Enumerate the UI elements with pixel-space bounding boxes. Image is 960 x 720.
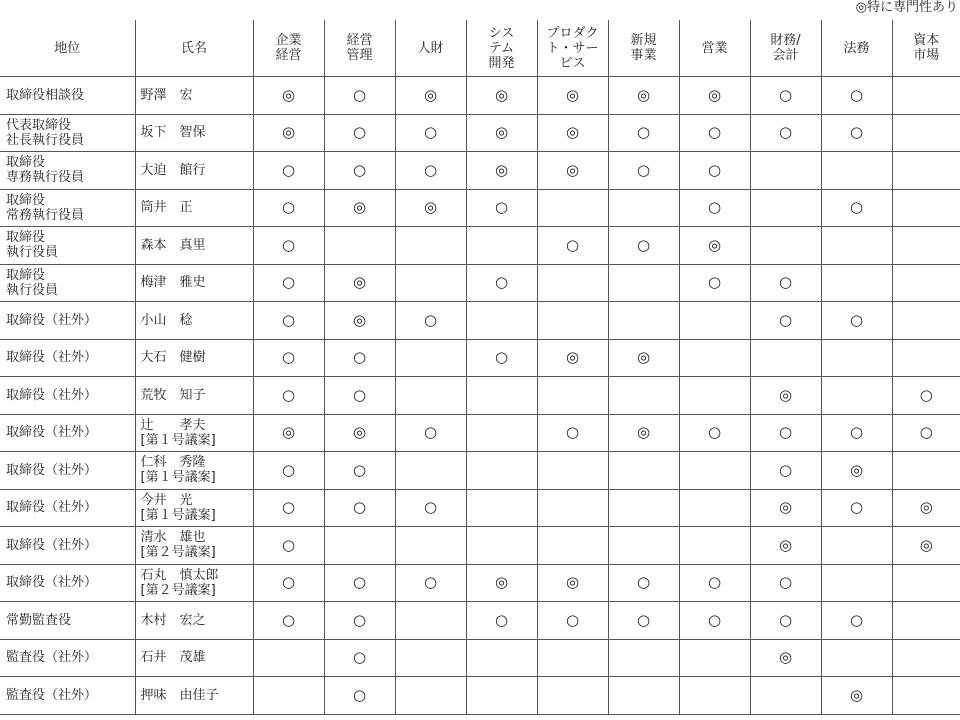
- position-text: 取締役 常務執行役員: [6, 192, 85, 223]
- skill-mark-cell: [608, 302, 679, 340]
- name-cell: [135, 264, 253, 302]
- position-text: 取締役（社外）: [6, 350, 98, 366]
- skill-mark-cell: ◎: [466, 564, 537, 602]
- skill-mark-cell: [821, 339, 892, 377]
- skill-mark-cell: ◎: [537, 77, 608, 115]
- position-cell: [0, 339, 135, 377]
- legend-note: ◎特に専門性あり: [855, 0, 958, 15]
- skill-mark-cell: [395, 264, 466, 302]
- name-cell: [135, 152, 253, 190]
- table-row: [0, 339, 960, 377]
- skill-mark-cell: [395, 527, 466, 565]
- skill-mark-cell: [537, 377, 608, 415]
- skill-mark-cell: [537, 639, 608, 677]
- table-row: [0, 414, 960, 452]
- position-text: 監査役（社外）: [6, 687, 98, 703]
- skill-mark-cell: ○: [466, 189, 537, 227]
- skill-mark-cell: [821, 152, 892, 190]
- skill-mark-cell: [821, 564, 892, 602]
- skill-mark-cell: [821, 527, 892, 565]
- skill-mark-cell: ◎: [466, 152, 537, 190]
- skill-mark-cell: [679, 339, 750, 377]
- skill-mark-cell: [466, 452, 537, 490]
- name-text: 辻 孝夫 [第１号議案]: [140, 417, 216, 448]
- name-cell: [135, 414, 253, 452]
- position-text: 取締役（社外）: [6, 462, 98, 478]
- skill-mark-cell: ○: [324, 114, 395, 152]
- skill-mark-cell: ◎: [821, 677, 892, 715]
- table-row: [0, 489, 960, 527]
- skill-mark-cell: ○: [324, 489, 395, 527]
- skill-mark-cell: ○: [466, 264, 537, 302]
- skill-mark-cell: ◎: [253, 77, 324, 115]
- column-header: [324, 20, 395, 77]
- skill-mark-cell: ◎: [537, 152, 608, 190]
- skill-mark-cell: ○: [253, 227, 324, 265]
- skill-mark-cell: ○: [395, 489, 466, 527]
- position-cell: [0, 639, 135, 677]
- skill-mark-cell: [679, 452, 750, 490]
- skill-mark-cell: [608, 377, 679, 415]
- column-header-label: 企業 経営: [275, 33, 302, 63]
- position-text: 取締役 執行役員: [6, 267, 59, 298]
- position-cell: [0, 414, 135, 452]
- table-row: [0, 189, 960, 227]
- skill-mark-cell: ○: [324, 639, 395, 677]
- skill-mark-cell: [892, 452, 960, 490]
- skill-mark-cell: ○: [324, 339, 395, 377]
- skill-mark-cell: [466, 639, 537, 677]
- skill-mark-cell: ○: [679, 264, 750, 302]
- skill-mark-cell: [466, 527, 537, 565]
- position-cell: [0, 264, 135, 302]
- skill-mark-cell: [821, 639, 892, 677]
- table-row: [0, 227, 960, 265]
- table-row: [0, 302, 960, 340]
- position-text: 取締役相談役: [6, 87, 85, 103]
- column-header-label: 人財: [417, 40, 444, 56]
- skill-mark-cell: ◎: [750, 527, 821, 565]
- skill-mark-cell: [395, 339, 466, 377]
- header-row: [0, 20, 960, 77]
- skill-mark-cell: ◎: [253, 414, 324, 452]
- skill-mark-cell: [537, 302, 608, 340]
- skill-mark-cell: [821, 377, 892, 415]
- name-cell: [135, 602, 253, 640]
- column-header: [0, 20, 135, 77]
- skill-mark-cell: ○: [253, 602, 324, 640]
- skill-mark-cell: ◎: [750, 489, 821, 527]
- position-text: 取締役（社外）: [6, 575, 98, 591]
- column-header-label: シス テム 開発: [488, 25, 515, 71]
- skill-mark-cell: [892, 77, 960, 115]
- skill-mark-cell: ○: [750, 414, 821, 452]
- column-header-label: 経営 管理: [346, 33, 373, 63]
- name-cell: [135, 377, 253, 415]
- column-header: [466, 20, 537, 77]
- skill-mark-cell: [253, 677, 324, 715]
- column-header-label: 新規 事業: [630, 33, 657, 63]
- column-header-label: 財務/ 会計: [770, 33, 801, 63]
- position-cell: [0, 564, 135, 602]
- table-row: [0, 264, 960, 302]
- skill-mark-cell: ○: [466, 339, 537, 377]
- skill-mark-cell: ○: [253, 489, 324, 527]
- column-header: [750, 20, 821, 77]
- skill-mark-cell: ◎: [395, 189, 466, 227]
- skill-mark-cell: [679, 302, 750, 340]
- name-text: 石丸 慎太郎 [第２号議案]: [140, 567, 219, 598]
- skill-mark-cell: [537, 527, 608, 565]
- skill-mark-cell: ◎: [395, 77, 466, 115]
- skill-mark-cell: ◎: [324, 264, 395, 302]
- skill-mark-cell: [892, 302, 960, 340]
- position-text: 取締役（社外）: [6, 425, 98, 441]
- name-cell: [135, 452, 253, 490]
- skill-mark-cell: [892, 339, 960, 377]
- skill-mark-cell: [608, 489, 679, 527]
- skill-mark-cell: [821, 227, 892, 265]
- name-text: 坂下 智保: [140, 125, 206, 141]
- name-text: 今井 光 [第１号議案]: [140, 492, 216, 523]
- name-cell: [135, 564, 253, 602]
- skill-mark-cell: ○: [324, 377, 395, 415]
- skill-mark-cell: ○: [821, 602, 892, 640]
- skill-mark-cell: ○: [750, 452, 821, 490]
- skill-mark-cell: ○: [253, 302, 324, 340]
- skill-mark-cell: ○: [253, 452, 324, 490]
- skill-mark-cell: ○: [253, 564, 324, 602]
- skill-mark-cell: ○: [608, 114, 679, 152]
- position-cell: [0, 677, 135, 715]
- name-cell: [135, 114, 253, 152]
- skill-mark-cell: ○: [253, 152, 324, 190]
- skill-mark-cell: [395, 602, 466, 640]
- skill-mark-cell: [750, 227, 821, 265]
- name-text: 森本 真里: [140, 237, 206, 253]
- position-text: 代表取締役 社長執行役員: [6, 117, 85, 148]
- skill-mark-cell: [892, 677, 960, 715]
- column-header: [537, 20, 608, 77]
- name-text: 梅津 雅史: [140, 275, 206, 291]
- skill-mark-cell: [537, 489, 608, 527]
- skill-mark-cell: ○: [679, 564, 750, 602]
- skill-mark-cell: ○: [466, 602, 537, 640]
- skill-mark-cell: ○: [750, 302, 821, 340]
- column-header-label: 法務: [843, 40, 870, 56]
- skill-mark-cell: [679, 489, 750, 527]
- skill-mark-cell: [892, 152, 960, 190]
- name-text: 仁科 秀隆 [第１号議案]: [140, 455, 216, 486]
- skill-mark-cell: ○: [892, 377, 960, 415]
- skill-mark-cell: [750, 339, 821, 377]
- skill-mark-cell: ◎: [324, 414, 395, 452]
- skill-mark-cell: ○: [537, 227, 608, 265]
- table-row: [0, 564, 960, 602]
- skill-mark-cell: [892, 114, 960, 152]
- skill-mark-cell: ◎: [750, 377, 821, 415]
- column-header-label: 営業: [701, 40, 728, 56]
- skill-mark-cell: [395, 452, 466, 490]
- skill-mark-cell: ○: [608, 227, 679, 265]
- column-header: [135, 20, 253, 77]
- name-cell: [135, 227, 253, 265]
- skill-mark-cell: [537, 677, 608, 715]
- skill-mark-cell: [892, 227, 960, 265]
- skill-mark-cell: ◎: [750, 639, 821, 677]
- skill-mark-cell: [892, 189, 960, 227]
- skill-mark-cell: ◎: [537, 114, 608, 152]
- skill-mark-cell: ○: [679, 189, 750, 227]
- skill-mark-cell: ○: [750, 564, 821, 602]
- skill-mark-cell: ◎: [324, 189, 395, 227]
- skill-mark-cell: [395, 639, 466, 677]
- skill-mark-cell: ○: [324, 77, 395, 115]
- skill-mark-cell: ◎: [892, 527, 960, 565]
- skill-mark-cell: [679, 677, 750, 715]
- skill-mark-cell: ○: [395, 152, 466, 190]
- skill-mark-cell: ○: [608, 602, 679, 640]
- skill-mark-cell: ○: [821, 114, 892, 152]
- position-text: 監査役（社外）: [6, 650, 98, 666]
- skill-mark-cell: [892, 602, 960, 640]
- skill-mark-cell: ○: [608, 564, 679, 602]
- skill-mark-cell: [679, 639, 750, 677]
- skill-mark-cell: ○: [253, 189, 324, 227]
- name-cell: [135, 489, 253, 527]
- skill-mark-cell: [608, 452, 679, 490]
- name-cell: [135, 639, 253, 677]
- skill-mark-cell: ○: [821, 489, 892, 527]
- skill-mark-cell: [608, 677, 679, 715]
- skill-mark-cell: ○: [608, 152, 679, 190]
- skill-mark-cell: [892, 564, 960, 602]
- name-text: 石井 茂雄: [140, 650, 206, 666]
- skill-mark-cell: ◎: [466, 114, 537, 152]
- skill-mark-cell: [750, 677, 821, 715]
- position-cell: [0, 152, 135, 190]
- skill-mark-cell: ◎: [679, 77, 750, 115]
- skill-mark-cell: [395, 227, 466, 265]
- skills-matrix-table: [0, 20, 960, 715]
- column-header-label: プロダクト・サー ビス: [546, 25, 599, 71]
- position-text: 常勤監査役: [6, 612, 72, 628]
- skill-mark-cell: ○: [750, 264, 821, 302]
- skill-mark-cell: ○: [892, 414, 960, 452]
- skill-mark-cell: [466, 414, 537, 452]
- skill-mark-cell: ○: [324, 602, 395, 640]
- skill-mark-cell: [395, 677, 466, 715]
- skill-mark-cell: [324, 227, 395, 265]
- skill-mark-cell: [253, 639, 324, 677]
- skill-mark-cell: ○: [253, 377, 324, 415]
- skill-mark-cell: ○: [324, 564, 395, 602]
- position-cell: [0, 377, 135, 415]
- skill-mark-cell: ◎: [608, 77, 679, 115]
- skill-mark-cell: [324, 527, 395, 565]
- skill-mark-cell: [466, 489, 537, 527]
- table-row: [0, 677, 960, 715]
- column-header: [892, 20, 960, 77]
- skill-mark-cell: ○: [395, 564, 466, 602]
- position-cell: [0, 114, 135, 152]
- skill-mark-cell: [466, 302, 537, 340]
- position-text: 取締役（社外）: [6, 312, 98, 328]
- skill-mark-cell: ◎: [608, 339, 679, 377]
- position-text: 取締役（社外）: [6, 500, 98, 516]
- name-text: 荒牧 知子: [140, 387, 206, 403]
- skill-mark-cell: ◎: [537, 339, 608, 377]
- skill-mark-cell: ◎: [466, 77, 537, 115]
- table-row: [0, 77, 960, 115]
- position-text: 取締役 専務執行役員: [6, 155, 85, 186]
- position-text: 取締役（社外）: [6, 537, 98, 553]
- skill-mark-cell: ○: [537, 602, 608, 640]
- column-header-label: 資本 市場: [913, 33, 940, 63]
- table-row: [0, 452, 960, 490]
- position-cell: [0, 489, 135, 527]
- position-text: 取締役（社外）: [6, 387, 98, 403]
- skill-mark-cell: ◎: [821, 452, 892, 490]
- skill-mark-cell: [608, 264, 679, 302]
- name-text: 野澤 宏: [140, 87, 193, 103]
- skill-mark-cell: [679, 377, 750, 415]
- skill-mark-cell: ○: [324, 677, 395, 715]
- skill-mark-cell: [466, 377, 537, 415]
- skill-mark-cell: ◎: [253, 114, 324, 152]
- skill-mark-cell: ○: [537, 414, 608, 452]
- skill-mark-cell: [537, 452, 608, 490]
- name-text: 大石 健樹: [140, 350, 206, 366]
- skill-mark-cell: ○: [750, 77, 821, 115]
- skill-mark-cell: ○: [395, 302, 466, 340]
- skill-mark-cell: ○: [750, 114, 821, 152]
- skill-mark-cell: [892, 264, 960, 302]
- skill-mark-cell: [608, 639, 679, 677]
- skill-mark-cell: [821, 264, 892, 302]
- position-cell: [0, 189, 135, 227]
- skill-mark-cell: [750, 152, 821, 190]
- position-cell: [0, 452, 135, 490]
- skill-mark-cell: ◎: [892, 489, 960, 527]
- position-text: 取締役 執行役員: [6, 230, 59, 261]
- skill-mark-cell: [608, 189, 679, 227]
- skill-mark-cell: ◎: [324, 302, 395, 340]
- position-cell: [0, 302, 135, 340]
- skill-mark-cell: ○: [821, 189, 892, 227]
- skill-mark-cell: ○: [253, 527, 324, 565]
- name-cell: [135, 189, 253, 227]
- skill-mark-cell: ○: [821, 414, 892, 452]
- skill-mark-cell: ○: [821, 302, 892, 340]
- name-cell: [135, 527, 253, 565]
- skill-mark-cell: ◎: [679, 227, 750, 265]
- column-header: [395, 20, 466, 77]
- name-cell: [135, 339, 253, 377]
- name-text: 清水 雄也 [第２号議案]: [140, 530, 216, 561]
- skill-mark-cell: [679, 527, 750, 565]
- skill-mark-cell: ◎: [537, 564, 608, 602]
- skill-mark-cell: [395, 377, 466, 415]
- skill-mark-cell: [608, 527, 679, 565]
- name-text: 木村 宏之: [140, 612, 206, 628]
- position-cell: [0, 227, 135, 265]
- column-header-label: 地位: [54, 40, 81, 56]
- skill-mark-cell: ○: [679, 114, 750, 152]
- position-cell: [0, 77, 135, 115]
- column-header: [679, 20, 750, 77]
- table-row: [0, 377, 960, 415]
- table-row: [0, 639, 960, 677]
- skill-mark-cell: ○: [821, 77, 892, 115]
- name-text: 小山 稔: [140, 312, 193, 328]
- skill-mark-cell: ○: [253, 339, 324, 377]
- name-cell: [135, 677, 253, 715]
- skill-mark-cell: [892, 639, 960, 677]
- position-cell: [0, 527, 135, 565]
- skill-mark-cell: ○: [679, 602, 750, 640]
- table-row: [0, 114, 960, 152]
- skill-mark-cell: ○: [750, 602, 821, 640]
- skill-mark-cell: ◎: [608, 414, 679, 452]
- skill-mark-cell: [537, 189, 608, 227]
- column-header: [821, 20, 892, 77]
- skill-mark-cell: ○: [395, 114, 466, 152]
- column-header: [253, 20, 324, 77]
- skill-mark-cell: [466, 677, 537, 715]
- name-text: 押味 由佳子: [140, 687, 219, 703]
- column-header: [608, 20, 679, 77]
- name-cell: [135, 77, 253, 115]
- skill-mark-cell: ○: [253, 264, 324, 302]
- skill-mark-cell: ○: [324, 152, 395, 190]
- skill-mark-cell: [537, 264, 608, 302]
- skill-mark-cell: ○: [324, 452, 395, 490]
- name-text: 筒井 正: [140, 200, 193, 216]
- table-row: [0, 527, 960, 565]
- column-header-label: 氏名: [180, 40, 207, 56]
- table-row: [0, 152, 960, 190]
- skill-mark-cell: ○: [679, 414, 750, 452]
- skill-mark-cell: ○: [395, 414, 466, 452]
- table-row: [0, 602, 960, 640]
- skill-mark-cell: [750, 189, 821, 227]
- table-body: [0, 77, 960, 715]
- name-text: 大迫 館行: [140, 162, 206, 178]
- skill-mark-cell: ○: [679, 152, 750, 190]
- name-cell: [135, 302, 253, 340]
- position-cell: [0, 602, 135, 640]
- skill-mark-cell: [466, 227, 537, 265]
